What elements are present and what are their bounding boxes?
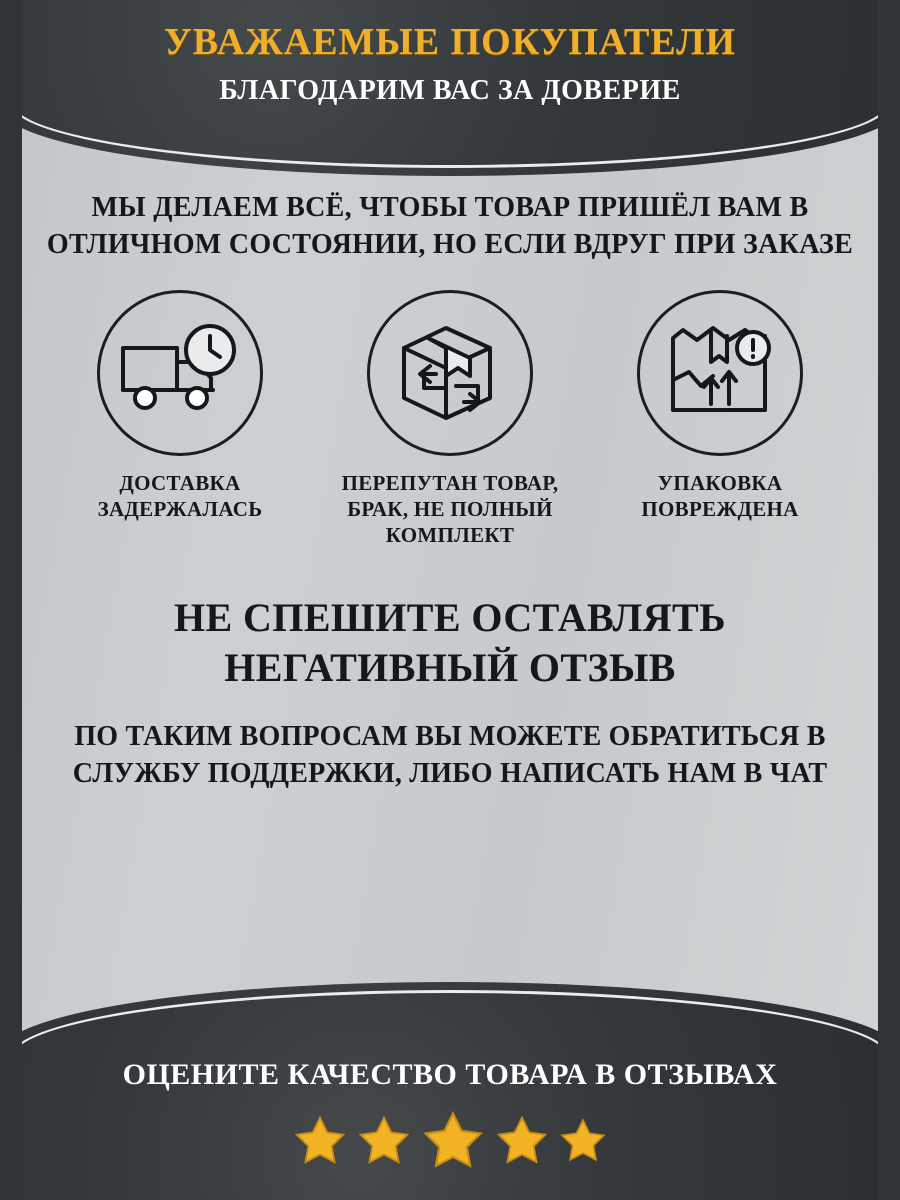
frame-right-border (878, 0, 900, 1200)
footer (0, 1056, 900, 1174)
lead-paragraph: МЫ ДЕЛАЕМ ВСЁ, ЧТОБЫ ТОВАР ПРИШЁЛ ВАМ В ОТЛИЧНОМ СОСТОЯНИИ, НО ЕСЛИ ВДРУГ ПРИ ЗАКАЗЕ (46, 192, 854, 260)
case-item-damaged-package (602, 290, 838, 523)
case-caption: ДОСТАВКА ЗАДЕРЖАЛАСЬ (97, 470, 263, 522)
cases-row (34, 290, 866, 549)
box-return-arrow-icon (367, 290, 533, 456)
case-item-delivery (62, 290, 298, 523)
frame-left-border (0, 0, 22, 1200)
star-icon[interactable] (558, 1116, 608, 1166)
damaged-package-icon (637, 290, 803, 456)
header-subtitle: БЛАГОДАРИМ ВАС ЗА ДОВЕРИЕ (219, 74, 681, 106)
footer-call-to-action: ОЦЕНИТЕ КАЧЕСТВО ТОВАРА В ОТЗЫВАХ (122, 1057, 778, 1091)
headline: НЕ СПЕШИТЕ ОСТАВЛЯТЬ НЕГАТИВНЫЙ ОТЗЫВ (174, 594, 726, 691)
rating-stars[interactable] (0, 1108, 900, 1174)
support-text: ПО ТАКИМ ВОПРОСАМ ВЫ МОЖЕТЕ ОБРАТИТЬСЯ В СЛУЖБУ ПОДДЕРЖКИ, ЛИБО НАПИСАТЬ НАМ В ЧАТ (72, 721, 828, 790)
star-icon[interactable] (494, 1113, 550, 1169)
star-icon[interactable] (292, 1113, 348, 1169)
star-icon[interactable] (356, 1113, 412, 1169)
delivery-truck-clock-icon (97, 290, 263, 456)
main-content (34, 190, 866, 793)
case-item-wrong-product (332, 290, 568, 549)
case-caption: ПЕРЕПУТАН ТОВАР, БРАК, НЕ ПОЛНЫЙ КОМПЛЕКТ (341, 470, 559, 548)
page-title: УВАЖАЕМЫЕ ПОКУПАТЕЛИ (163, 21, 737, 63)
star-icon[interactable] (420, 1108, 486, 1174)
case-caption: УПАКОВКА ПОВРЕЖДЕНА (641, 470, 799, 522)
header (0, 0, 900, 108)
